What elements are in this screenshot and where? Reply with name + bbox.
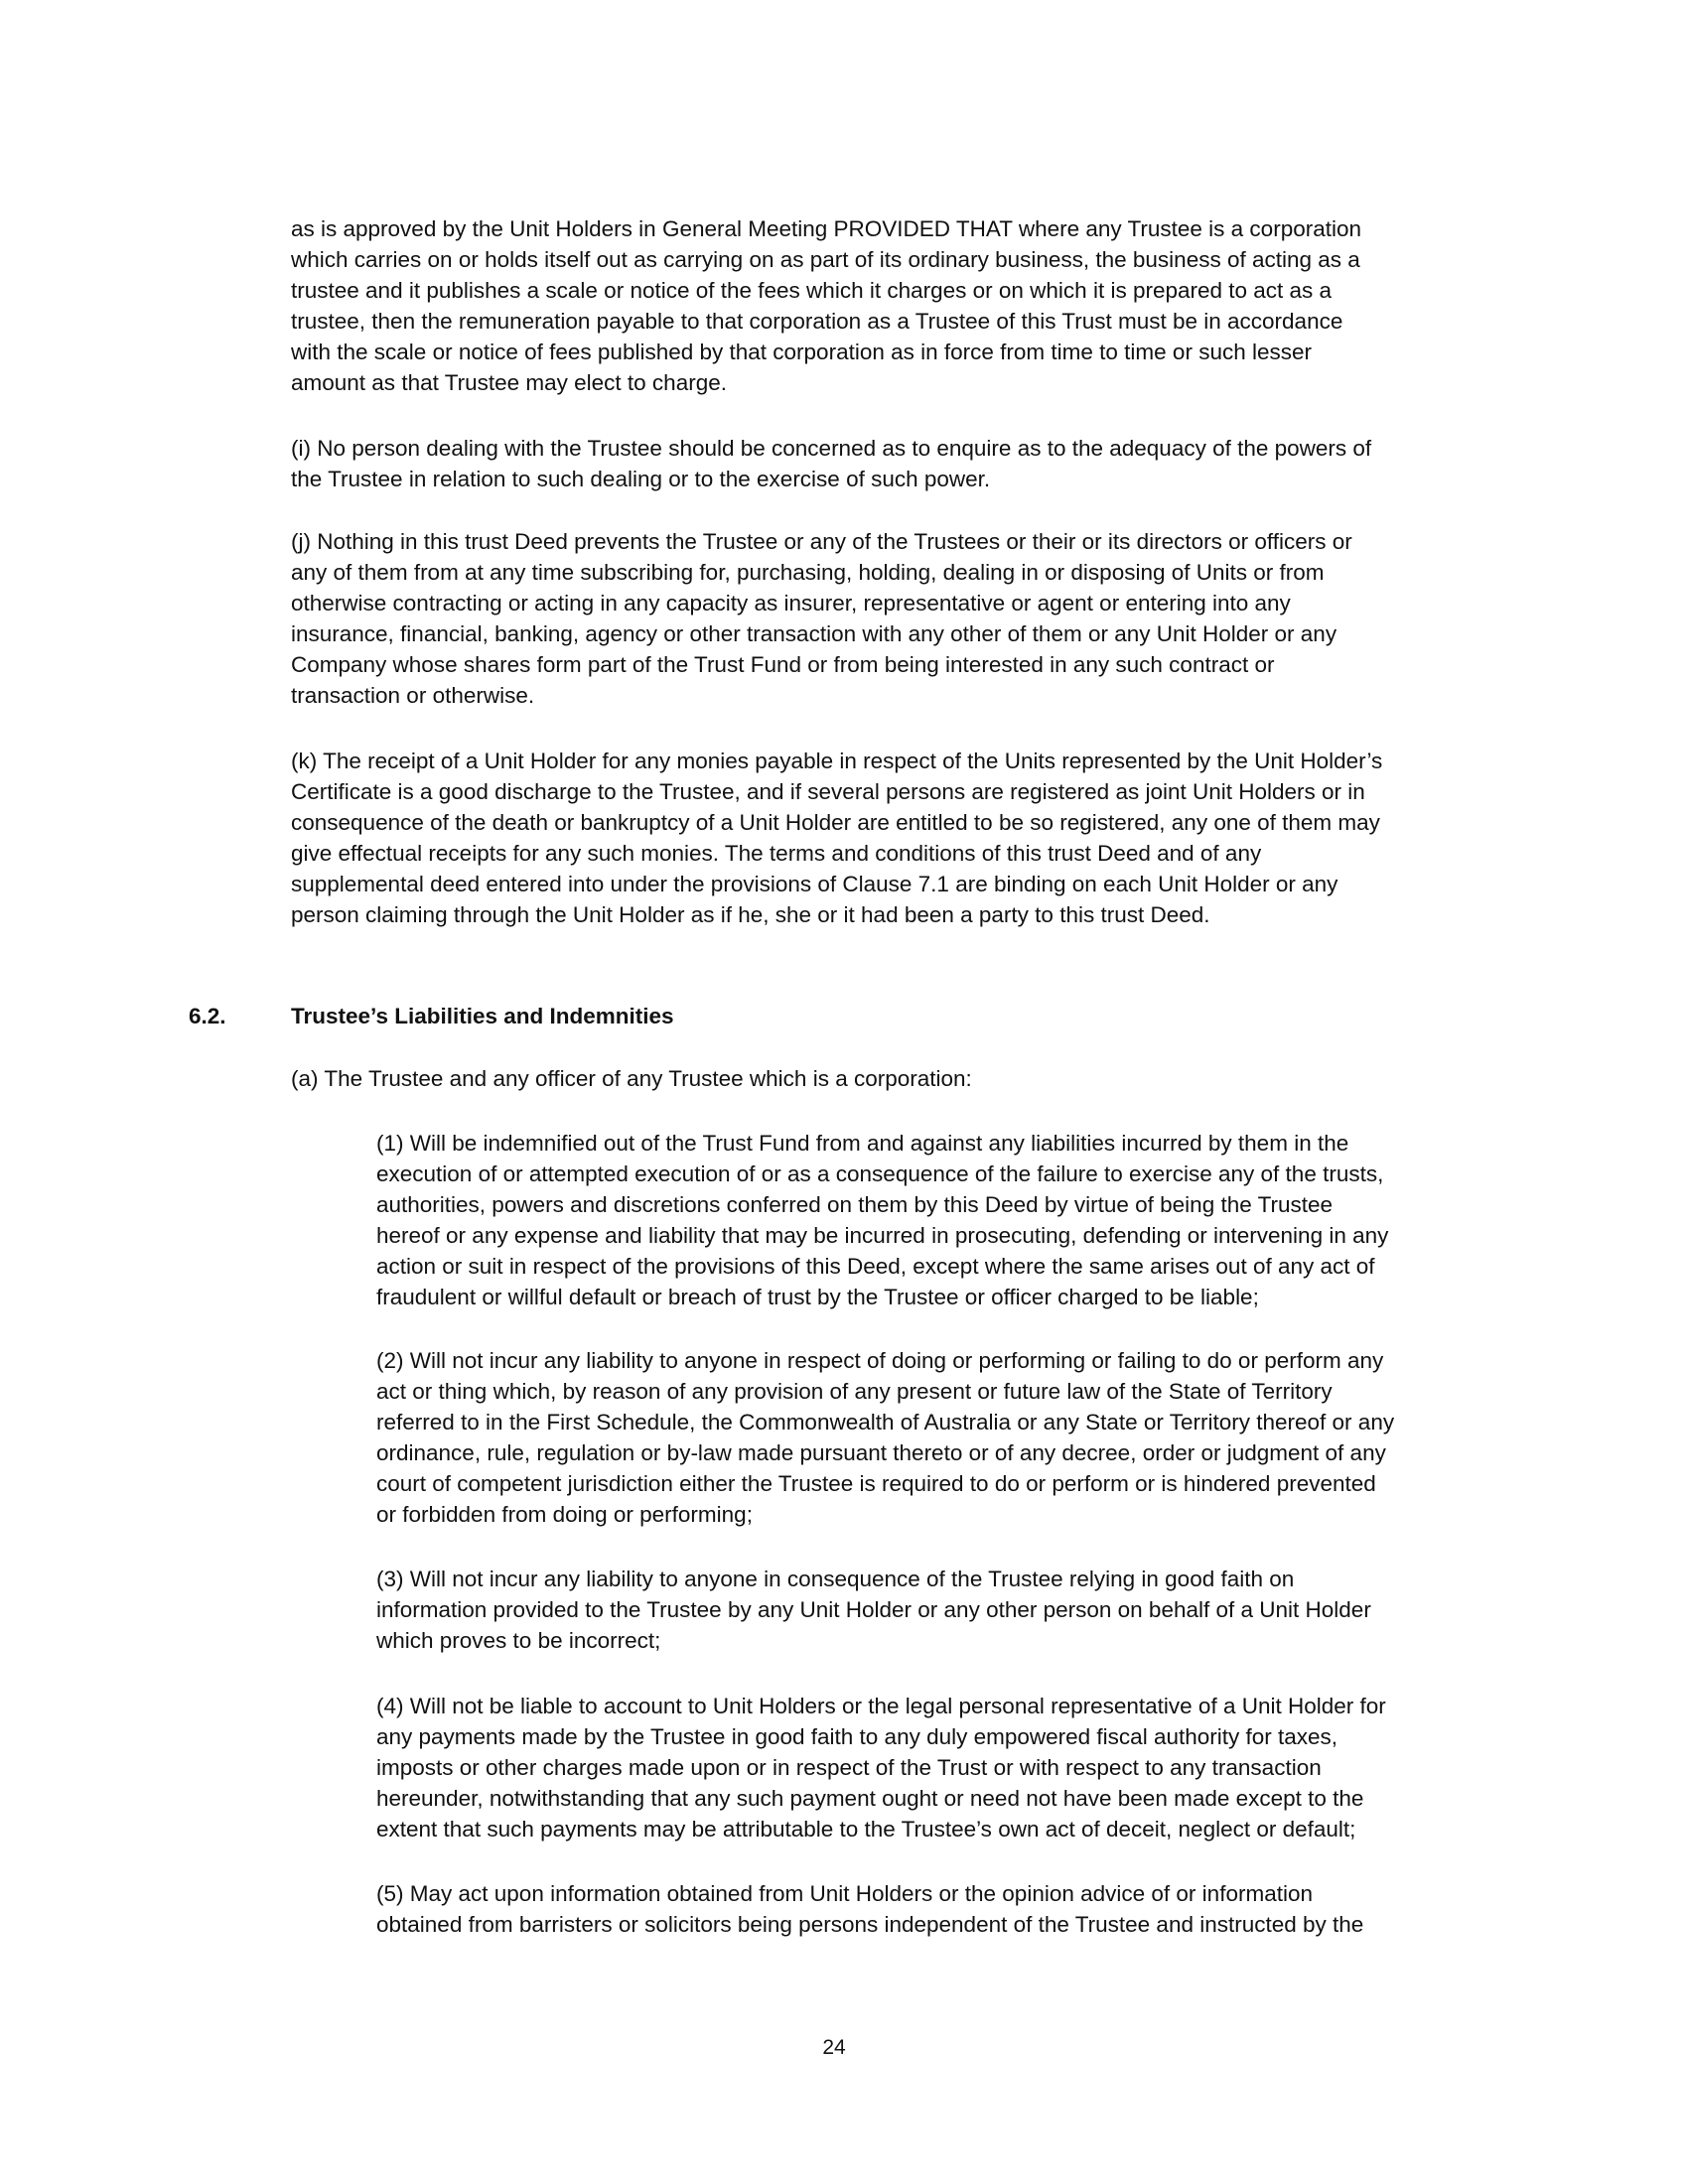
text-line: otherwise contracting or acting in any capacity as insurer, representative or agent or entering into any [291,591,1291,616]
text-line: give effectual receipts for any such monies. The terms and conditions of this trust Deed and of any [291,841,1262,867]
text-line: referred to in the First Schedule, the Commonwealth of Australia or any State or Territory thereof or any [376,1410,1395,1435]
subparagraph-3 [376,1564,1371,1656]
text-line: transaction or otherwise. [291,683,535,709]
text-line: (2) Will not incur any liability to anyone in respect of doing or performing or failing to do or perform any [376,1348,1384,1373]
text-line: Certificate is a good discharge to the Trustee, and if several persons are registered as joint Unit Holders or in [291,779,1365,805]
text-line: information provided to the Trustee by any Unit Holder or any other person on behalf of a Unit Holder [376,1597,1371,1623]
text-line: ordinance, rule, regulation or by-law made pursuant thereto or of any decree, order or judgment of any [376,1440,1386,1466]
text-line: (i) No person dealing with the Trustee should be concerned as to enquire as to the adequacy of the powers of [291,436,1372,461]
text-line: imposts or other charges made upon or in respect of the Trust or with respect to any transaction [376,1755,1322,1781]
text-line: which proves to be incorrect; [376,1628,661,1654]
text-line: person claiming through the Unit Holder as if he, she or it had been a party to this trust Deed. [291,902,1210,928]
paragraph-j [291,526,1352,712]
section-heading: Trustee’s Liabilities and Indemnities [291,1004,674,1028]
page-number: 24 [822,2036,846,2059]
subparagraph-2 [376,1345,1394,1531]
text-line: authorities, powers and discretions conferred on them by this Deed by virtue of being the Trustee [376,1192,1334,1218]
text-line: supplemental deed entered into under the provisions of Clause 7.1 are binding on each Unit Holder or any [291,872,1338,897]
text-line: (k) The receipt of a Unit Holder for any monies payable in respect of the Units represented by the Unit Holder’s [291,749,1383,773]
text-line: action or suit in respect of the provisions of this Deed, except where the same arises out of any act of [376,1254,1375,1280]
text-line: (1) Will be indemnified out of the Trust Fund from and against any liabilities incurred by them in the [376,1131,1349,1156]
text-line: (5) May act upon information obtained from Unit Holders or the opinion advice of or information [376,1881,1313,1906]
text-line: consequence of the death or bankruptcy of a Unit Holder are entitled to be so registered, any one of them may [291,810,1380,836]
text-line: with the scale or notice of fees published by that corporation as in force from time to time or such lesser [291,340,1312,365]
subparagraph-4 [376,1691,1386,1844]
subparagraph-1 [376,1128,1388,1313]
subparagraph-5 [376,1878,1363,1940]
text-line: (a) The Trustee and any officer of any Trustee which is a corporation: [291,1066,972,1091]
paragraph-a [291,1063,972,1094]
text-line: or forbidden from doing or performing; [376,1502,753,1528]
text-line: as is approved by the Unit Holders in General Meeting PROVIDED THAT where any Trustee is a corporation [291,216,1362,241]
text-line: court of competent jurisdiction either the Trustee is required to do or perform or is hindered prevented [376,1471,1376,1497]
text-line: insurance, financial, banking, agency or other transaction with any other of them or any Unit Holder or any [291,621,1337,647]
text-line: execution of or attempted execution of or as a consequence of the failure to exercise any of the trusts, [376,1161,1384,1187]
paragraph-i [291,433,1371,494]
text-line: trustee and it publishes a scale or notice of the fees which it charges or on which it is prepared to act as a [291,278,1333,304]
text-line: act or thing which, by reason of any provision of any present or future law of the State of Territory [376,1379,1333,1405]
paragraph-remuneration [291,213,1361,399]
text-line: which carries on or holds itself out as carrying on as part of its ordinary business, the business of acting as a [291,247,1360,273]
text-line: (j) Nothing in this trust Deed prevents the Trustee or any of the Trustees or their or its directors or officers or [291,529,1352,554]
text-line: (4) Will not be liable to account to Unit Holders or the legal personal representative of a Unit Holder for [376,1694,1386,1718]
paragraph-k [291,746,1382,931]
text-line: hereof or any expense and liability that may be incurred in prosecuting, defending or intervening in any [376,1223,1389,1249]
text-line: trustee, then the remuneration payable to that corporation as a Trustee of this Trust must be in accordance [291,309,1343,335]
text-line: any of them from at any time subscribing for, purchasing, holding, dealing in or disposing of Units or from [291,560,1325,586]
text-line: obtained from barristers or solicitors being persons independent of the Trustee and instructed by the [376,1912,1364,1938]
text-line: amount as that Trustee may elect to charge. [291,370,727,396]
section-number: 6.2. [189,1004,226,1028]
text-line: extent that such payments may be attributable to the Trustee’s own act of deceit, neglect or default; [376,1817,1356,1843]
text-line: fraudulent or willful default or breach of trust by the Trustee or officer charged to be liable; [376,1285,1259,1310]
text-line: (3) Will not incur any liability to anyone in consequence of the Trustee relying in good faith on [376,1567,1295,1591]
text-line: the Trustee in relation to such dealing or to the exercise of such power. [291,467,991,492]
text-line: hereunder, notwithstanding that any such payment ought or need not have been made except to the [376,1786,1364,1812]
text-line: any payments made by the Trustee in good faith to any duly empowered fiscal authority for taxes, [376,1724,1338,1750]
text-line: Company whose shares form part of the Trust Fund or from being interested in any such contract or [291,652,1275,678]
